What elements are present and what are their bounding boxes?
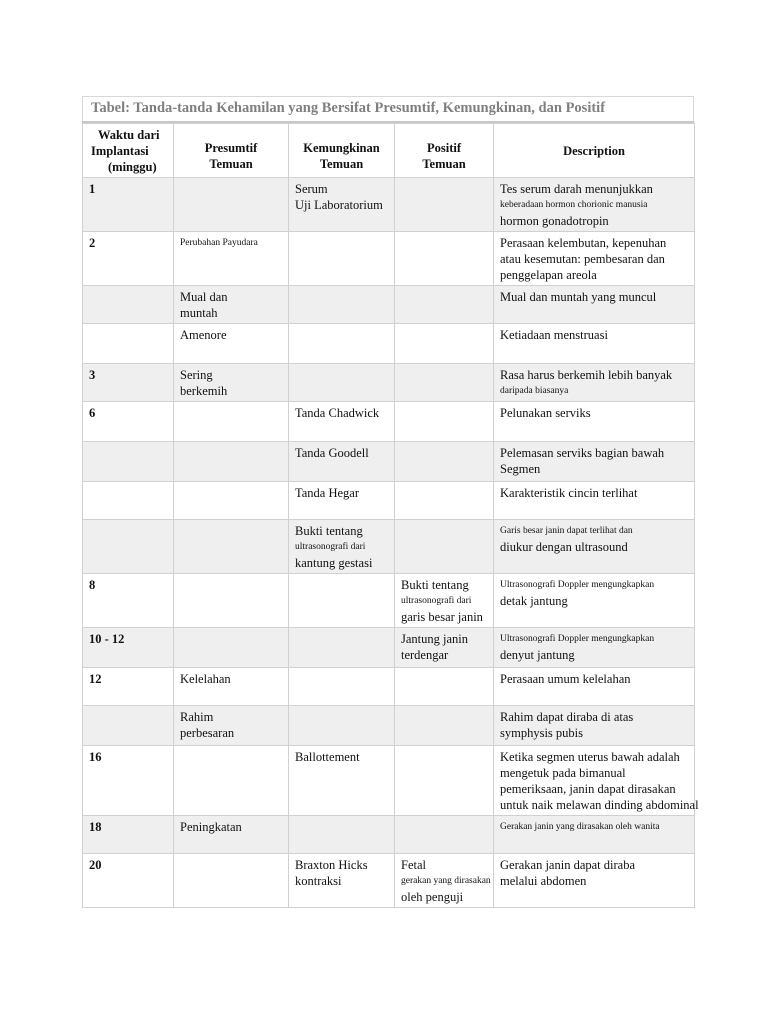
positive-line: terdengar bbox=[401, 648, 449, 662]
week-value: 10 - 12 bbox=[89, 632, 125, 646]
week-value: 8 bbox=[89, 578, 96, 592]
cell-presumptive bbox=[174, 574, 289, 628]
description-line: Perasaan kelembutan, kepenuhan bbox=[500, 236, 667, 250]
cell-description bbox=[494, 364, 695, 402]
cell-description bbox=[494, 706, 695, 746]
cell-week bbox=[83, 816, 174, 854]
cell-description bbox=[494, 746, 699, 816]
table-row bbox=[83, 520, 695, 574]
table-row bbox=[83, 232, 695, 286]
week-value: 2 bbox=[89, 236, 96, 250]
positive-line: garis besar janin bbox=[401, 610, 483, 624]
header-presumptive-line: Temuan bbox=[209, 157, 253, 171]
description-line: Ultrasonografi Doppler mengungkapkan bbox=[500, 634, 655, 644]
cell-description bbox=[494, 482, 695, 520]
presumptive-line: berkemih bbox=[180, 384, 228, 398]
cell-probable bbox=[289, 232, 395, 286]
table-row bbox=[83, 668, 695, 706]
cell-description bbox=[494, 286, 695, 324]
description-line: Karakteristik cincin terlihat bbox=[500, 486, 638, 500]
cell-positive bbox=[395, 442, 494, 482]
cell-presumptive bbox=[174, 402, 289, 442]
positive-line: oleh penguji bbox=[401, 890, 464, 904]
header-positive-line: Temuan bbox=[422, 157, 466, 171]
cell-week bbox=[83, 628, 174, 668]
description-line: keberadaan hormon chorionic manusia bbox=[500, 200, 648, 210]
cell-week bbox=[83, 364, 174, 402]
cell-presumptive bbox=[174, 178, 289, 232]
table-row bbox=[83, 482, 695, 520]
cell-week bbox=[83, 854, 174, 908]
probable-line: Ballottement bbox=[295, 750, 360, 764]
cell-probable bbox=[289, 286, 395, 324]
header-probable-line: Temuan bbox=[319, 157, 364, 171]
cell-probable bbox=[289, 574, 395, 628]
cell-probable bbox=[289, 628, 395, 668]
presumptive-line: Amenore bbox=[180, 328, 227, 342]
cell-presumptive bbox=[174, 324, 289, 364]
cell-week bbox=[83, 482, 174, 520]
cell-presumptive bbox=[174, 816, 289, 854]
cell-week bbox=[83, 574, 174, 628]
table-row bbox=[83, 178, 695, 232]
cell-week bbox=[83, 324, 174, 364]
presumptive-line: Sering bbox=[180, 368, 213, 382]
cell-probable bbox=[289, 442, 395, 482]
table-row bbox=[83, 746, 695, 816]
presumptive-line: perbesaran bbox=[180, 726, 235, 740]
description-line: Rasa harus berkemih lebih banyak bbox=[500, 368, 673, 382]
cell-week bbox=[83, 286, 174, 324]
presumptive-line: Mual dan bbox=[180, 290, 228, 304]
table-title: Tabel: Tanda-tanda Kehamilan yang Bersifat Presumtif, Kemungkinan, dan Positif bbox=[82, 96, 694, 121]
cell-positive bbox=[395, 746, 494, 816]
header-presumptive-line: Presumtif bbox=[204, 141, 258, 155]
week-value: 20 bbox=[89, 858, 102, 872]
cell-presumptive bbox=[174, 706, 289, 746]
positive-line: ultrasonografi dari bbox=[401, 596, 472, 606]
cell-week bbox=[83, 706, 174, 746]
positive-line: Bukti tentang bbox=[401, 578, 469, 592]
table-row bbox=[83, 364, 695, 402]
cell-probable bbox=[289, 816, 395, 854]
description-line: Gerakan janin yang dirasakan oleh wanita bbox=[500, 822, 660, 832]
description-line: Perasaan umum kelelahan bbox=[500, 672, 631, 686]
cell-probable bbox=[289, 364, 395, 402]
cell-description bbox=[494, 628, 695, 668]
presumptive-line: Rahim bbox=[180, 710, 214, 724]
table-row bbox=[83, 854, 695, 908]
cell-description bbox=[494, 668, 695, 706]
description-line: Pelunakan serviks bbox=[500, 406, 591, 420]
cell-positive bbox=[395, 854, 494, 908]
cell-description bbox=[494, 178, 695, 232]
positive-line: gerakan yang dirasakan bbox=[401, 876, 491, 886]
header-week-line: Waktu dari bbox=[98, 128, 160, 142]
cell-positive bbox=[395, 178, 494, 232]
cell-positive bbox=[395, 324, 494, 364]
cell-description bbox=[494, 402, 695, 442]
description-line: daripada biasanya bbox=[500, 386, 569, 396]
probable-line: Serum bbox=[295, 182, 328, 196]
cell-positive bbox=[395, 364, 494, 402]
header-week bbox=[83, 124, 174, 178]
description-line: Ketika segmen uterus bawah adalah bbox=[500, 750, 680, 764]
cell-presumptive bbox=[174, 520, 289, 574]
description-line: Rahim dapat diraba di atas bbox=[500, 710, 634, 724]
header-week-line: (minggu) bbox=[108, 160, 157, 174]
description-line: hormon gonadotropin bbox=[500, 214, 609, 228]
presumptive-line: Peningkatan bbox=[180, 820, 242, 834]
cell-week bbox=[83, 520, 174, 574]
cell-presumptive bbox=[174, 364, 289, 402]
description-line: Ultrasonografi Doppler mengungkapkan bbox=[500, 580, 655, 590]
probable-line: ultrasonografi dari bbox=[295, 542, 366, 552]
cell-description bbox=[494, 232, 695, 286]
cell-positive bbox=[395, 402, 494, 442]
cell-week bbox=[83, 178, 174, 232]
probable-line: Tanda Hegar bbox=[295, 486, 360, 500]
header-positive bbox=[395, 124, 494, 178]
cell-positive bbox=[395, 706, 494, 746]
cell-week bbox=[83, 668, 174, 706]
cell-probable bbox=[289, 482, 395, 520]
cell-week bbox=[83, 232, 174, 286]
description-line: Pelemasan serviks bagian bawah bbox=[500, 446, 665, 460]
table-row bbox=[83, 628, 695, 668]
week-value: 16 bbox=[89, 750, 102, 764]
cell-description bbox=[494, 324, 695, 364]
cell-description bbox=[494, 520, 695, 574]
description-line: melalui abdomen bbox=[500, 874, 587, 888]
description-line: untuk naik melawan dinding abdominal bbox=[500, 798, 699, 812]
header-probable bbox=[289, 124, 395, 178]
pregnancy-signs-table bbox=[82, 123, 699, 908]
cell-positive bbox=[395, 520, 494, 574]
cell-probable bbox=[289, 402, 395, 442]
table-row bbox=[83, 816, 695, 854]
cell-probable bbox=[289, 746, 395, 816]
description-line: symphysis pubis bbox=[500, 726, 584, 740]
table-row bbox=[83, 324, 695, 364]
cell-presumptive bbox=[174, 668, 289, 706]
table-row bbox=[83, 286, 695, 324]
cell-positive bbox=[395, 668, 494, 706]
cell-positive bbox=[395, 574, 494, 628]
description-line: Gerakan janin dapat diraba bbox=[500, 858, 636, 872]
cell-week bbox=[83, 442, 174, 482]
probable-line: Tanda Goodell bbox=[295, 446, 369, 460]
week-value: 3 bbox=[89, 368, 96, 382]
description-line: penggelapan areola bbox=[500, 268, 597, 282]
description-line: diukur dengan ultrasound bbox=[500, 540, 628, 554]
header-positive-line: Positif bbox=[426, 141, 462, 155]
cell-description bbox=[494, 816, 695, 854]
description-line: Ketiadaan menstruasi bbox=[500, 328, 608, 342]
description-line: detak jantung bbox=[500, 594, 568, 608]
cell-presumptive bbox=[174, 628, 289, 668]
description-line: Garis besar janin dapat terlihat dan bbox=[500, 526, 633, 536]
header-probable-line: Kemungkinan bbox=[303, 141, 380, 155]
probable-line: Uji Laboratorium bbox=[295, 198, 383, 212]
cell-probable bbox=[289, 668, 395, 706]
cell-presumptive bbox=[174, 442, 289, 482]
cell-presumptive bbox=[174, 854, 289, 908]
cell-positive bbox=[395, 286, 494, 324]
cell-presumptive bbox=[174, 482, 289, 520]
positive-line: Jantung janin bbox=[401, 632, 469, 646]
presumptive-line: Kelelahan bbox=[180, 672, 231, 686]
document bbox=[82, 96, 699, 908]
description-line: mengetuk pada bimanual bbox=[500, 766, 626, 780]
description-line: Segmen bbox=[500, 462, 541, 476]
week-value: 12 bbox=[89, 672, 102, 686]
cell-week bbox=[83, 402, 174, 442]
week-value: 18 bbox=[89, 820, 102, 834]
cell-presumptive bbox=[174, 232, 289, 286]
table-row bbox=[83, 706, 695, 746]
description-line: pemeriksaan, janin dapat dirasakan bbox=[500, 782, 676, 796]
cell-description bbox=[494, 442, 695, 482]
table-row bbox=[83, 442, 695, 482]
table-row bbox=[83, 402, 695, 442]
week-value: 1 bbox=[89, 182, 96, 196]
table-row bbox=[83, 574, 695, 628]
cell-probable bbox=[289, 178, 395, 232]
header-description: Description bbox=[494, 124, 695, 178]
cell-probable bbox=[289, 520, 395, 574]
probable-line: kantung gestasi bbox=[295, 556, 373, 570]
probable-line: Braxton Hicks bbox=[295, 858, 368, 872]
cell-probable bbox=[289, 706, 395, 746]
probable-line: Bukti tentang bbox=[295, 524, 363, 538]
cell-week bbox=[83, 746, 174, 816]
positive-line: Fetal bbox=[401, 858, 426, 872]
presumptive-line: muntah bbox=[180, 306, 218, 320]
cell-positive bbox=[395, 482, 494, 520]
header-week-line: Implantasi bbox=[91, 144, 149, 158]
week-value: 6 bbox=[89, 406, 96, 420]
cell-positive bbox=[395, 816, 494, 854]
cell-positive bbox=[395, 628, 494, 668]
presumptive-line: Perubahan Payudara bbox=[180, 238, 258, 248]
cell-presumptive bbox=[174, 286, 289, 324]
description-line: atau kesemutan: pembesaran dan bbox=[500, 252, 665, 266]
description-line: Mual dan muntah yang muncul bbox=[500, 290, 657, 304]
header-row bbox=[83, 124, 695, 178]
cell-probable bbox=[289, 324, 395, 364]
cell-probable bbox=[289, 854, 395, 908]
cell-description bbox=[494, 854, 695, 908]
description-line: denyut jantung bbox=[500, 648, 575, 662]
probable-line: Tanda Chadwick bbox=[295, 406, 380, 420]
probable-line: kontraksi bbox=[295, 874, 342, 888]
description-line: Tes serum darah menunjukkan bbox=[500, 182, 653, 196]
header-presumptive bbox=[174, 124, 289, 178]
cell-description bbox=[494, 574, 695, 628]
table-body bbox=[83, 178, 699, 908]
cell-positive bbox=[395, 232, 494, 286]
cell-presumptive bbox=[174, 746, 289, 816]
